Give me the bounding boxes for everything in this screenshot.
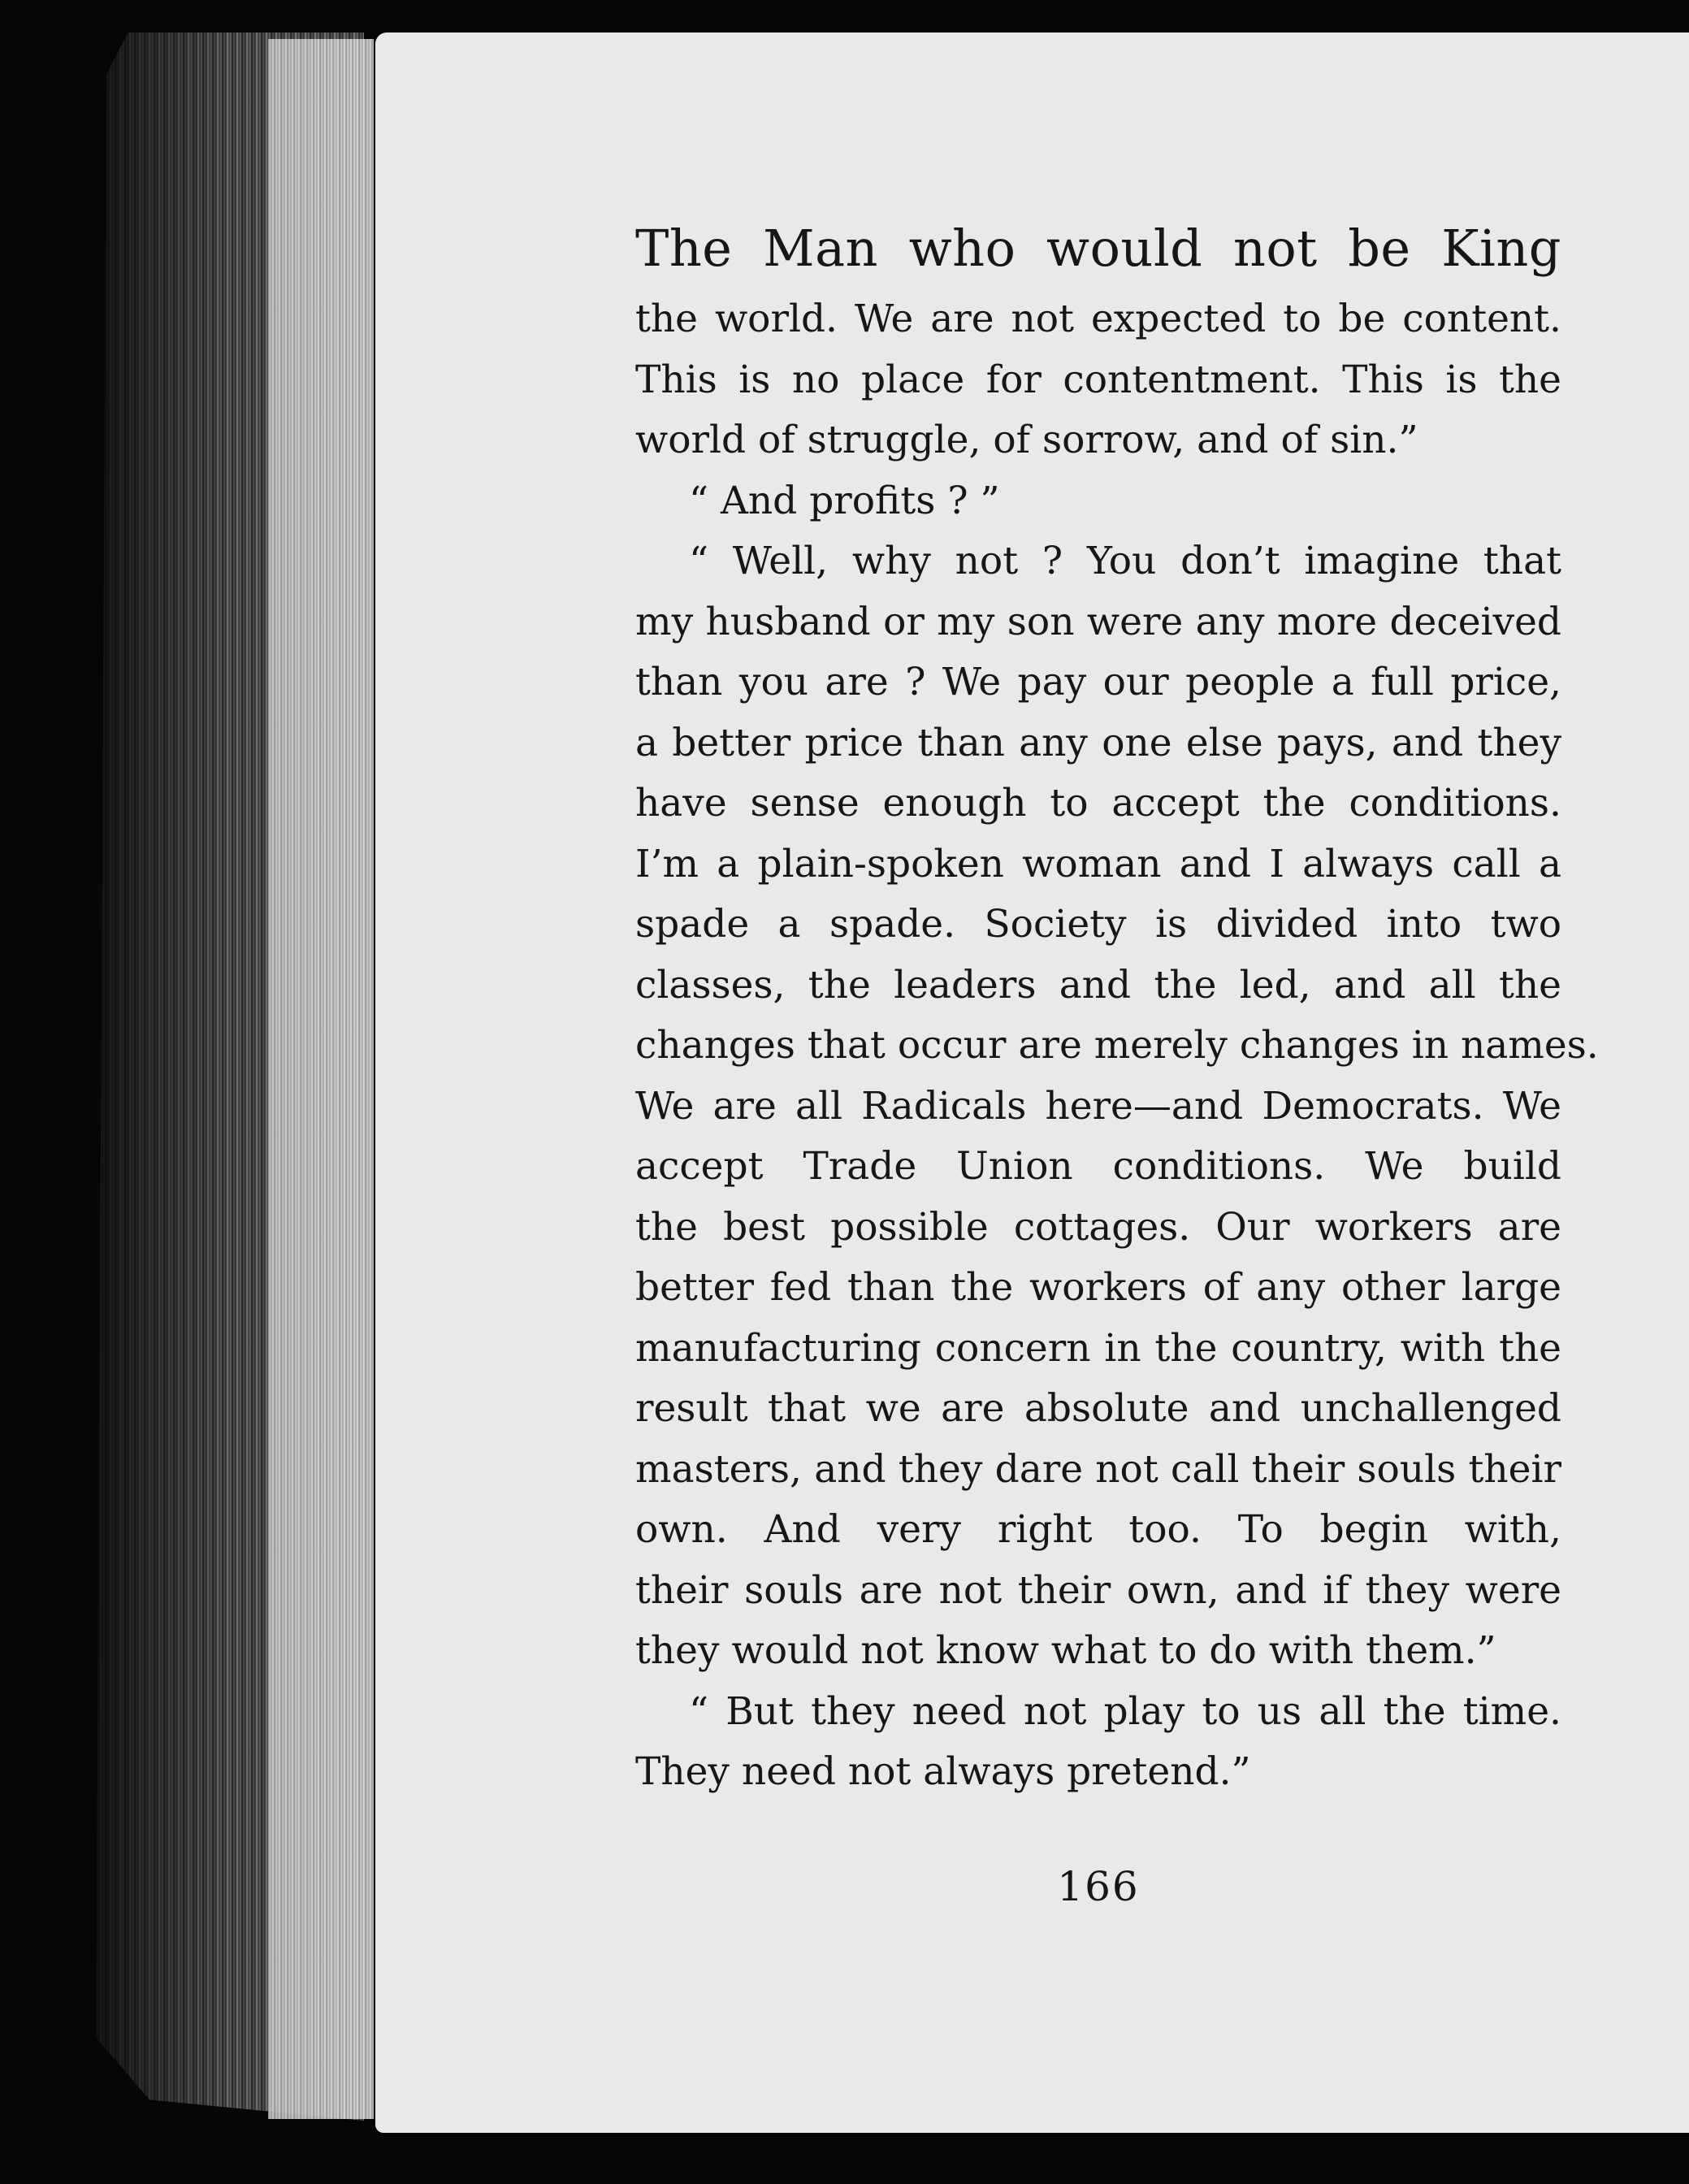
text-line: I’m a plain-spoken woman and I always call a: [635, 841, 1561, 886]
body-text: [635, 289, 1599, 1803]
text-line: they would not know what to do with them.”: [635, 1628, 1496, 1673]
text-line: my husband or my son were any more deceived: [635, 599, 1561, 644]
text-line: result that we are absolute and unchallenged: [635, 1386, 1561, 1431]
text-line: This is no place for contentment. This is the: [635, 357, 1561, 402]
text-line: have sense enough to accept the conditions.: [635, 781, 1561, 826]
text-line: changes that occur are merely changes in names.: [635, 1023, 1599, 1068]
text-line: masters, and they dare not call their souls their: [635, 1446, 1561, 1492]
text-line: classes, the leaders and the led, and all the: [635, 962, 1561, 1008]
text-line: their souls are not their own, and if they were: [635, 1567, 1561, 1613]
text-line: own. And very right too. To begin with,: [635, 1507, 1561, 1552]
text-line: We are all Radicals here—and Democrats. We: [635, 1083, 1561, 1129]
text-line: “ But they need not play to us all the time.: [689, 1688, 1561, 1734]
text-line: spade a spade. Society is divided into two: [635, 902, 1561, 947]
running-head: The Man who would not be King: [635, 219, 1561, 278]
text-line: “ Well, why not ? You don’t imagine that: [689, 539, 1561, 583]
text-line: “ And profits ? ”: [689, 478, 1000, 523]
text-line: the best possible cottages. Our workers are: [635, 1204, 1561, 1250]
text-line: a better price than any one else pays, and they: [635, 720, 1561, 765]
text-line: better fed than the workers of any other large: [635, 1265, 1561, 1310]
text-line: manufacturing concern in the country, with the: [635, 1325, 1561, 1371]
text-line: the world. We are not expected to be content.: [635, 297, 1561, 341]
text-line: than you are ? We pay our people a full price,: [635, 660, 1561, 704]
book-page: [375, 32, 1689, 2133]
text-line: world of struggle, of sorrow, and of sin.”: [635, 418, 1418, 462]
page-edge-highlight: [268, 39, 374, 2119]
page-number: 166: [1057, 1863, 1140, 1910]
page-text-block: [635, 213, 1599, 1910]
text-line: accept Trade Union conditions. We build: [635, 1144, 1561, 1189]
text-line: They need not always pretend.”: [635, 1749, 1251, 1794]
